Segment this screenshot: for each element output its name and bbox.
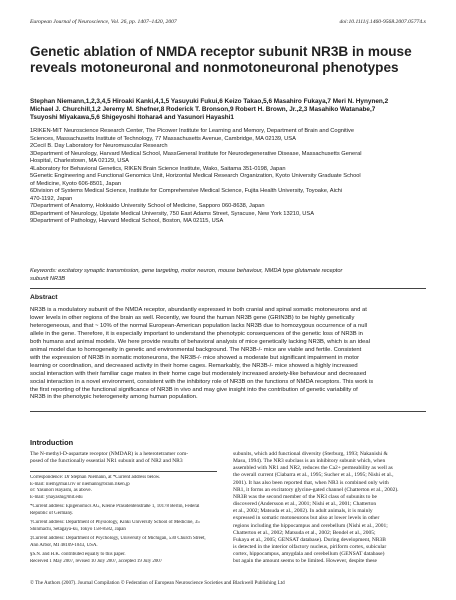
intro-line: NR1, it forms an excitatory glycine-gated channel (Chatterton et al., 2002). bbox=[233, 486, 399, 493]
copyright-footer: © The Authors (2007). Journal Compilation © Federation of European Neuroscience Societies and Blackwell Publishing Ltd bbox=[30, 580, 285, 586]
authors-line-2: Michael J. Churchill,1,2 Jeremy M. Shefner,8 Roderick T. Bronson,9 Robert H. Brown, Jr.,2,3 Masahiko Watanabe,7 bbox=[30, 106, 376, 113]
affiliation-line: 3Department of Neurology, Harvard Medical School, MassGeneral Institute for Neurodegenerative Disease, Massachusetts General bbox=[30, 150, 362, 157]
affiliations bbox=[30, 128, 426, 226]
intro-line: is detected in the interior olfactory nucleus, piriform cortex, subicular bbox=[233, 544, 387, 551]
intro-line: the overall current (Ciabarra et al., 1995; Sucher et al., 1995; Nishi et al., bbox=[233, 472, 394, 479]
intro-line: assembled with NR1 and NR2, reduces the Ca2+ permeability as well as bbox=[233, 465, 393, 472]
intro-line: expressed in somatic motoneurons but also at lower levels in other bbox=[233, 515, 380, 522]
keywords-line-1: Keywords: excitatory synaptic transmission, gene targeting, motor neuron, mouse behaviour, NMDA type glutamate receptor bbox=[30, 268, 343, 274]
footnote-line: Shinmachi, Setagaya-ku, Tokyo 158-8582, Japan bbox=[30, 526, 126, 532]
affiliation-line: 1RIKEN-MIT Neuroscience Research Center, The Picower Institute for Learning and Memory, Department of Brain and Cognitive bbox=[30, 128, 355, 134]
footnote-line: Ann Arbor, MI 48109-1043, USA. bbox=[30, 542, 98, 548]
intro-line: regions including the hippocampus and cerebellum (Nishi et al., 2001; bbox=[233, 522, 388, 529]
title-line-1: Genetic ablation of NMDA receptor subunit NR3B in mouse bbox=[30, 44, 412, 59]
footnote-line: E-mail: niem@mail.riv or niemann@brain.riken.jp bbox=[30, 481, 130, 487]
affiliation-line: 8Department of Neurology, Upstate Medical University, 750 East Adams Street, Syracuse, New York 13210, USA bbox=[30, 210, 314, 217]
footnote-line: Received 1 May 2007, revised 10 July 2007, accepted 19 July 2007 bbox=[30, 559, 163, 565]
affiliation-line: 9Department of Pathology, Harvard Medical School, Boston, MA 02115, USA bbox=[30, 218, 224, 224]
intro-left-column bbox=[30, 451, 217, 465]
footnote-line: or: Yasunori Hayashi, as above. bbox=[30, 488, 92, 494]
footnote-line: ‡Current address: Department of Psychology, University of Michigan, 530 Church Street, bbox=[30, 536, 206, 542]
abstract-line: social interaction with their familiar cage mates in their home cage but moderately increased anxiety-like behaviour and decreased bbox=[30, 370, 367, 377]
intro-line: 2001). It has also been reported that, when NR3 is combined only with bbox=[233, 479, 389, 486]
footnote-line: §S.N. and H.K. contributed equally to this paper. bbox=[30, 552, 126, 558]
author-list bbox=[30, 98, 426, 122]
footnote-line: †Current address: Department of Physiology, Kinki University School of Medicine, 35 bbox=[30, 520, 200, 526]
abstract-line: NR3B in the phenotypic heterogeneity among human population. bbox=[30, 394, 198, 401]
abstract-line: allele in the gene. Therefore, it is especially important to understand the phenotypic consequences of the genetic loss of NR3B in bbox=[30, 330, 363, 337]
abstract-heading: Abstract bbox=[30, 294, 58, 301]
intro-line: NR3B was the second member of the NR3 class of subunits to be bbox=[233, 493, 377, 500]
abstract-line: both humans and animal models. We here provide results of behavioral analysis of mice genetically lacking NR3B, which is an ideal bbox=[30, 338, 370, 345]
affiliation-line: 470-1192, Japan bbox=[30, 195, 73, 202]
journal-citation: European Journal of Neuroscience, Vol. 26, pp. 1407–1420, 2007 bbox=[30, 19, 177, 25]
intro-line: The N-methyl-D-aspartate receptor (NMDAR) is a heterotetramer com- bbox=[30, 451, 189, 457]
footnote-line: *Current address: Epigenomics AG, Kleine Präsidentenstraße 1, 10178 Berlin, Federal bbox=[30, 504, 200, 510]
intro-line: Chatterton et al., 2002; Matsuda et al., 2002; Bendel et al., 2005; bbox=[233, 529, 376, 536]
intro-line: but again the amount seems to be limited. However, despite these bbox=[233, 558, 377, 565]
abstract-line: the first reporting of the functional significance of NR3B in vivo and may give insight into the contribution of genetic variability of bbox=[30, 386, 358, 393]
affiliation-line: Sciences, Massachusetts Institute of Technology, 77 Massachusetts Avenue, Cambridge, MA 02139, USA bbox=[30, 135, 296, 142]
running-header bbox=[30, 19, 426, 25]
affiliation-line: Hospital, Charlestown, MA 02129, USA bbox=[30, 158, 129, 164]
affiliation-line: 5Genetic Engineering and Functional Genomics Unit, Horizontal Medical Research Organization, Kyoto University Graduate School bbox=[30, 173, 361, 179]
keywords-line-2: subunit NR3B bbox=[30, 275, 66, 282]
keywords bbox=[30, 268, 426, 283]
affiliation-line: of Medicine, Kyoto 606-8501, Japan bbox=[30, 180, 122, 187]
abstract-line: with the expression of NR3B in somatic motoneurons, the NR3B-/- mice showed a moderate but significant impairment in motor bbox=[30, 354, 360, 361]
intro-line: Masu, 1994). The NR3 subclass is an inhibitory subunit which, when bbox=[233, 458, 386, 465]
intro-line: et al., 2002; Matsuda et al., 2002). In adult animals, it is mainly bbox=[233, 508, 373, 515]
abstract-line: animal model due to homogeneity in genetic and environmental background. The NR3B-/- mice are viable and fertile. Consistent bbox=[30, 346, 362, 353]
abstract-body bbox=[30, 307, 426, 402]
footnote-line: Republic of Germany. bbox=[30, 510, 74, 516]
affiliation-line: 6Division of Systems Medical Science, Institute for Comprehensive Medical Science, Fujita Health University, Toyoake, Aichi bbox=[30, 188, 343, 194]
intro-right-column bbox=[233, 451, 428, 566]
doi: doi:10.1111/j.1460-9568.2007.05774.x bbox=[339, 19, 426, 25]
section-divider bbox=[30, 288, 426, 289]
section-divider bbox=[30, 411, 426, 412]
intro-line: posed of the functionally essential NR1 subunit and of NR2 and NR3 bbox=[30, 458, 183, 465]
affiliation-line: 2Cecil B. Day Laboratory for Neuromuscular Research bbox=[30, 143, 168, 149]
article-title bbox=[30, 44, 426, 76]
footnote-line: E-mail: yhayashi@mit.edu bbox=[30, 494, 83, 500]
intro-line: cortex, hippocampus, amygdala and cerebellum (GENSAT database) bbox=[233, 551, 385, 558]
footnote-line: Correspondence: Dr Stephan Niemann, at *Current address below. bbox=[30, 475, 161, 480]
intro-line: Fukaya et al., 2005; GENSAT database). During development, NR3B bbox=[233, 536, 386, 543]
abstract-line: heterogeneous, and that ~ 10% of the normal European-American population lacks NR3B due to homozygous occurrence of a null bbox=[30, 322, 368, 329]
title-line-2: reveals motoneuronal and nonmotoneuronal phenotypes bbox=[30, 60, 399, 75]
authors-line-1: Stephan Niemann,1,2,3,4,5 Hiroaki Kanki,4,1,5 Yasuyuki Fukui,6 Keizo Takao,5,6 Masahiro Fukaya,7 Meri N. Hynynen,2 bbox=[30, 98, 389, 105]
abstract-line: NR3B is a modulatory subunit of the NMDA receptor, abundantly expressed in both cranial and spinal somatic motoneurons and at bbox=[30, 307, 367, 313]
affiliation-line: 4Laboratory for Behavioral Genetics, RIKEN Brain Science Institute, Wako, Saitama 351-0198, Japan bbox=[30, 165, 286, 172]
affiliation-line: 7Department of Anatomy, Hokkaido University School of Medicine, Sapporo 060-8638, Japan bbox=[30, 203, 265, 209]
intro-heading: Introduction bbox=[30, 438, 74, 447]
abstract-line: learning or coordination, and decreased activity in their home cages. Remarkably, the NR3B-/- mice showed a highly increased bbox=[30, 362, 358, 369]
footnotes bbox=[30, 475, 217, 566]
footnote-divider bbox=[30, 471, 217, 472]
intro-line: discovered (Andersson et al., 2001; Nishi et al., 2001; Chatterton bbox=[233, 501, 377, 508]
authors-line-3: Tsuyoshi Miyakawa,5,6 Shigeyoshi Itohara4 and Yasunori Hayashi1 bbox=[30, 114, 234, 121]
intro-line: subunits, which add functional diversity (Sterburg, 1993; Nakanishi & bbox=[233, 451, 388, 457]
abstract-line: lower levels in other regions of the brain as well. Recently, we found the human NR3B gene (GRIN3B) to be highly genetically bbox=[30, 314, 355, 321]
abstract-line: social interaction in a novel environment, consistent with the inhibitory role of NR3B on the functions of NMDA receptors. This work is bbox=[30, 378, 374, 385]
